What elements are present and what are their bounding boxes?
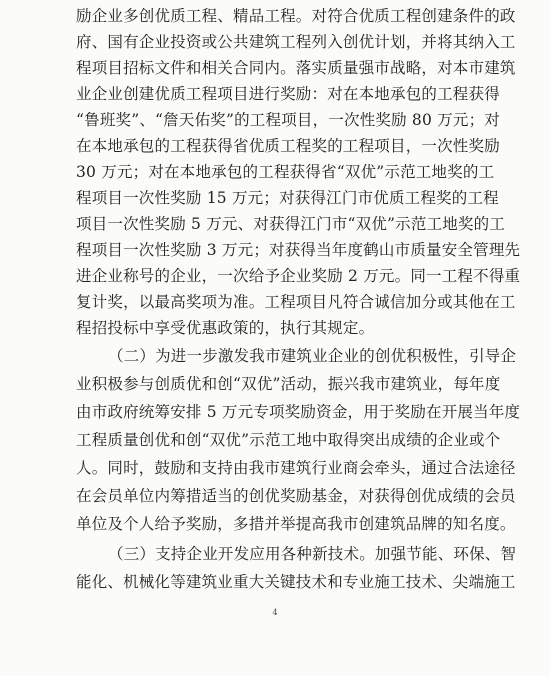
- paragraph-start-line: （三）支持企业开发应用各种新技术。加强节能、环保、智: [108, 545, 517, 563]
- text-line: 府、国有企业投资或公共建筑工程列入创优计划，并将其纳入工: [76, 33, 516, 51]
- text-line: 人。同时，鼓励和支持由我市建筑行业商会牵头，通过合法途径: [76, 459, 516, 477]
- text-line: 业企业创建优质工程项目进行奖励：对在本地承包的工程获得: [76, 85, 500, 103]
- text-line: 30 万元；对在本地承包的工程获得省“双优”示范工地奖的工: [76, 163, 495, 181]
- text-line: 业积极参与创质优和创“双优”活动，振兴我市建筑业，每年度: [76, 375, 501, 393]
- text-line: 励企业多创优质工程、精品工程。对符合优质工程创建条件的政: [76, 7, 516, 25]
- text-line: 程项目招标文件和相关合同内。落实质量强市战略，对本市建筑: [76, 59, 516, 77]
- text-line: 在会员单位内筹措适当的创优奖励基金，对获得创优成绩的会员: [76, 487, 516, 505]
- text-line: 进企业称号的企业，一次给予企业奖励 2 万元。同一工程不得重: [76, 267, 521, 285]
- text-line: 程项目一次性奖励 3 万元；对获得当年度鹤山市质量安全管理先: [76, 241, 521, 259]
- text-line: 复计奖，以最高奖项为准。工程项目凡符合诚信加分或其他在工: [76, 293, 516, 311]
- text-line: 工程质量创优和创“双优”示范工地中取得突出成绩的企业或个: [76, 431, 501, 449]
- text-line: 项目一次性奖励 5 万元、对获得江门市“双优”示范工地奖的工: [76, 215, 506, 233]
- text-line: 单位及个人给予奖励，多措并举提高我市创建筑品牌的知名度。: [76, 515, 516, 533]
- text-line: “鲁班奖”、“詹天佑奖”的工程项目，一次性奖励 80 万元；对: [76, 111, 500, 129]
- text-line: 程项目一次性奖励 15 万元；对获得江门市优质工程奖的工程: [76, 189, 499, 207]
- page-number: 4: [272, 608, 278, 617]
- paragraph-start-line: （二）为进一步激发我市建筑业企业的创优积极性，引导企: [108, 347, 517, 365]
- text-line: 程招投标中享受优惠政策的，执行其规定。: [76, 319, 375, 337]
- text-line: 由市政府统筹安排 5 万元专项奖励资金，用于奖励在开展当年度: [76, 403, 521, 421]
- text-line: 能化、机械化等建筑业重大关键技术和专业施工技术、尖端施工: [76, 573, 516, 591]
- text-line: 在本地承包的工程获得省优质工程奖的工程项目，一次性奖励: [76, 137, 500, 155]
